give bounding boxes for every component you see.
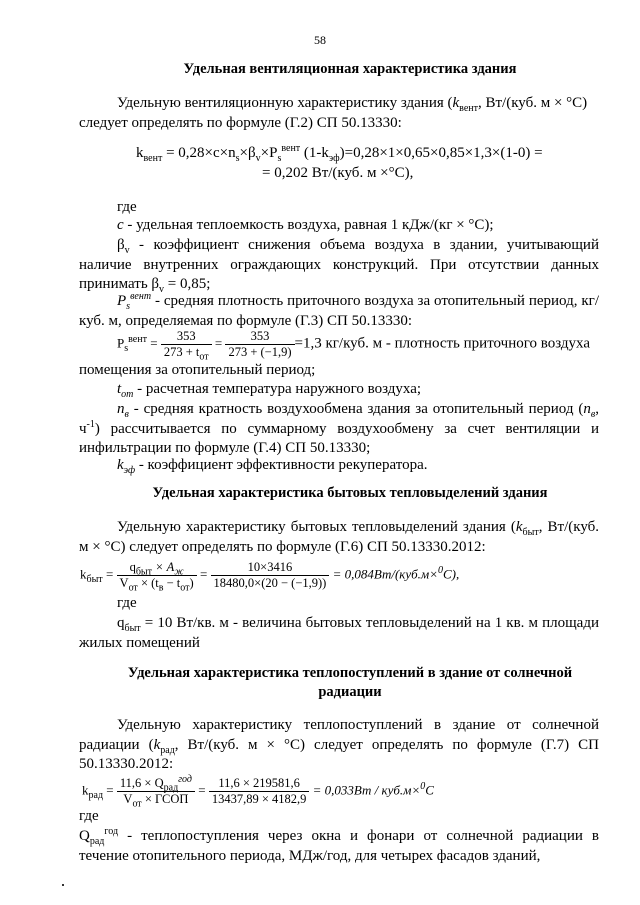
def-c: c - удельная теплоемкость воздуха, равная 1 кДж/(кг × °С); <box>117 217 494 233</box>
section-heading-ventilation: Удельная вентиляционная характеристика здания <box>183 61 517 77</box>
scan-speck <box>62 884 64 886</box>
def-q-household: $q_{быт} = 10$ Вт/кв. м - величина бытовых тепловыделений на 1 кв. м площади жилых помещений <box>79 615 599 651</box>
def-n: $n_в$ - средняя кратность воздухообмена здания за отопительный период ($n_в$, $ч^{-1}$) рассчитывается по суммарному воздухообмену за счет вентиляции и инфильтрации по формуле (Г.4) СП 50.13330; <box>79 401 599 456</box>
solar-formula: $k_{рад}$ = $\frac{11,6 \times Q_{рад}^{год}}{V_{от} \times ГСОП}$ = $\frac{11,6 \times 219581,6}{13437,89 \times 4182,9}$ = 0,033Вт / куб.м×$^0$С <box>82 773 434 810</box>
def-density: $P_s^{вент}$ - средняя плотность приточного воздуха за отопительный период, кг/куб. м, определяемая по формуле (Г.3) СП 50.13330: <box>79 291 599 329</box>
def-k: $k_{эф}$ - коэффициент эффективности рекуператора. <box>117 457 428 476</box>
solar-fraction-2: $\frac{11,6 \times 219581,6}{13437,89 \times 4182,9}$ <box>209 776 310 807</box>
density-fraction-2: $\frac{353}{273 + (-1,9)}$ <box>225 329 294 360</box>
def-t: $t_{от}$ - расчетная температура наружного воздуха; <box>117 381 422 400</box>
household-fraction-2: $\frac{10\times 3416}{18480,0\times(20 - (-1,9))}$ <box>211 560 330 591</box>
household-fraction-1: $\frac{q_{быт} \times A_ж}{V_{от} \times (t_в - t_{от})}$ <box>117 560 197 591</box>
def-q-solar: $Q_{рад}^{год}$ - теплопоступления через окна и фонари от солнечной радиации в течение отопительного периода, МДж/год, для четырех фасадов зданий, <box>79 826 599 864</box>
solar-intro: Удельную характеристику теплопоступлений в здание от солнечной радиации ($k_{рад}$, Вт/(куб. м × °С) следует определять по формуле (Г.7) СП 50.13330.2012: <box>79 717 599 772</box>
density-formula: $P_s^{вент}$ = $\frac{353}{273 + t_{от}}$ = $\frac{353}{273 + (-1,9)}$ =1,3 кг/куб. м - плотность приточного воздуха <box>117 329 590 363</box>
page-number: 58 <box>314 33 326 47</box>
ventilation-formula-line1: $k_{вент} = 0,28\times c\times n_s\times\beta_v\times P_s^{вент}$ $(1-k_{эф})=0,28\times 1\times 0,65\times 0,85\times 1,3\times(1-0)$ = <box>136 143 543 164</box>
solar-fraction-1: $\frac{11,6 \times Q_{рад}^{год}}{V_{от} \times ГСОП}$ <box>117 776 195 807</box>
density-cont: помещения за отопительный период; <box>79 362 316 378</box>
density-fraction-1: $\frac{353}{273 + t_{от}}$ <box>161 329 212 360</box>
ventilation-formula-line2: = 0,202 Вт/(куб. м ×°С), <box>262 165 414 181</box>
section-heading-household: Удельная характеристика бытовых тепловыделений здания <box>152 485 548 501</box>
where-label-3: где <box>79 808 99 824</box>
section-heading-solar: Удельная характеристика теплопоступлений в здание от солнечной радиации <box>127 665 573 700</box>
where-label-2: где <box>117 595 137 611</box>
household-formula: $k_{быт}$ = $\frac{q_{быт} \times A_ж}{V_{от} \times (t_в - t_{от})}$ = $\frac{10\times 3416}{18480,0\times(20 - (-1,9))}$ = 0,084Вт/(куб.м×$^0$С), <box>80 560 460 594</box>
where-label: где <box>117 199 137 215</box>
household-intro: Удельную характеристику бытовых тепловыделений здания ($k_{быт}$, Вт/(куб. м × °С) следует определять по формуле (Г.6) СП 50.13330.2012: <box>79 519 600 555</box>
def-beta: $\beta_v$ - коэффициент снижения объема воздуха в здании, учитывающий наличие внутренних ограждающих конструкций. При отсутствии данных принимать $\beta_v = 0,85$; <box>79 237 599 295</box>
ventilation-intro: Удельную вентиляционную характеристику здания ($k_{вент}$, Вт/(куб. м × °С) следует определять по формуле (Г.2) СП 50.13330: <box>79 95 588 131</box>
